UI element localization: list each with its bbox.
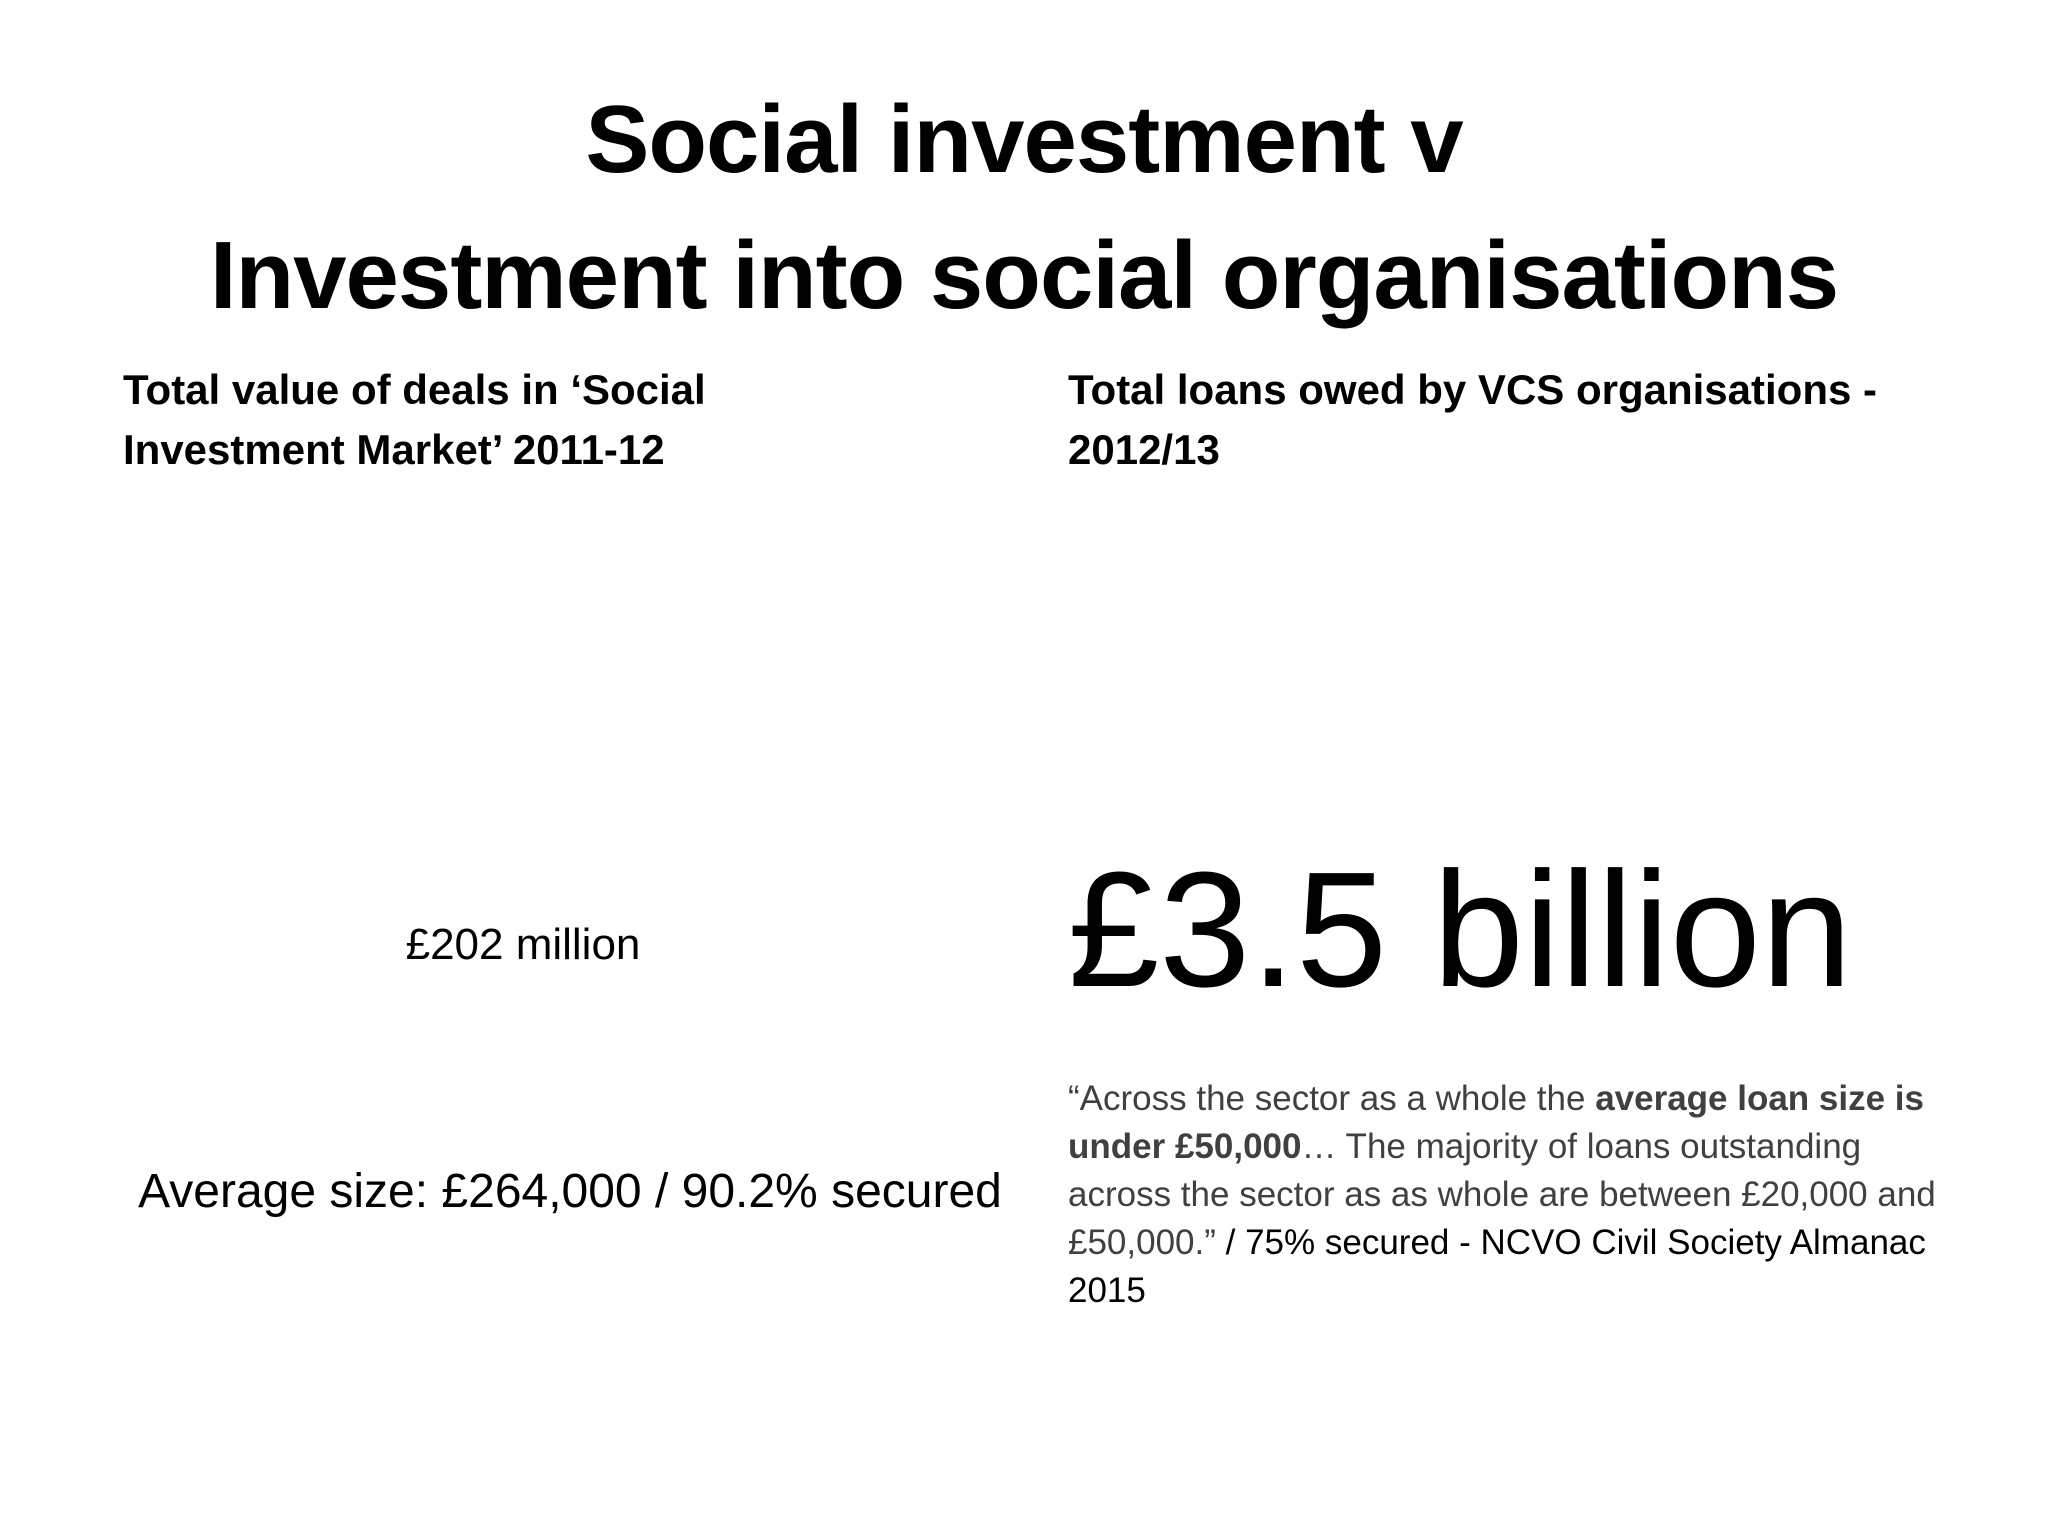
quote-part-1: “Across the sector as a whole the xyxy=(1068,1079,1596,1118)
left-total-value: £202 million xyxy=(405,920,641,969)
right-heading-line-2: 2012/13 xyxy=(1068,426,1220,473)
title-line-2: Investment into social organisations xyxy=(209,222,1839,329)
quote-source: / 75% secured - NCVO Civil Society Almanac 2015 xyxy=(1068,1223,1926,1310)
left-average-size: Average size: £264,000 / 90.2% secured xyxy=(138,1165,1002,1218)
title-line-1: Social investment v xyxy=(585,86,1463,193)
slide-title xyxy=(0,72,2048,344)
right-heading-line-1: Total loans owed by VCS organisations - xyxy=(1068,366,1877,413)
left-heading-line-2: Investment Market’ 2011-12 xyxy=(123,426,665,473)
quote-part-2: … The majority of loans outstanding across the sector as as whole are between £20,000 and £50,000.” xyxy=(1068,1127,1936,1262)
right-quote xyxy=(1068,1075,1968,1315)
left-column-heading xyxy=(123,360,1003,480)
quote-bold-highlight: average loan size is under £50,000 xyxy=(1068,1079,1924,1166)
right-total-value: £3.5 billion xyxy=(1068,838,1853,1021)
left-heading-line-1: Total value of deals in ‘Social xyxy=(123,366,706,413)
right-column-heading xyxy=(1068,360,1968,480)
